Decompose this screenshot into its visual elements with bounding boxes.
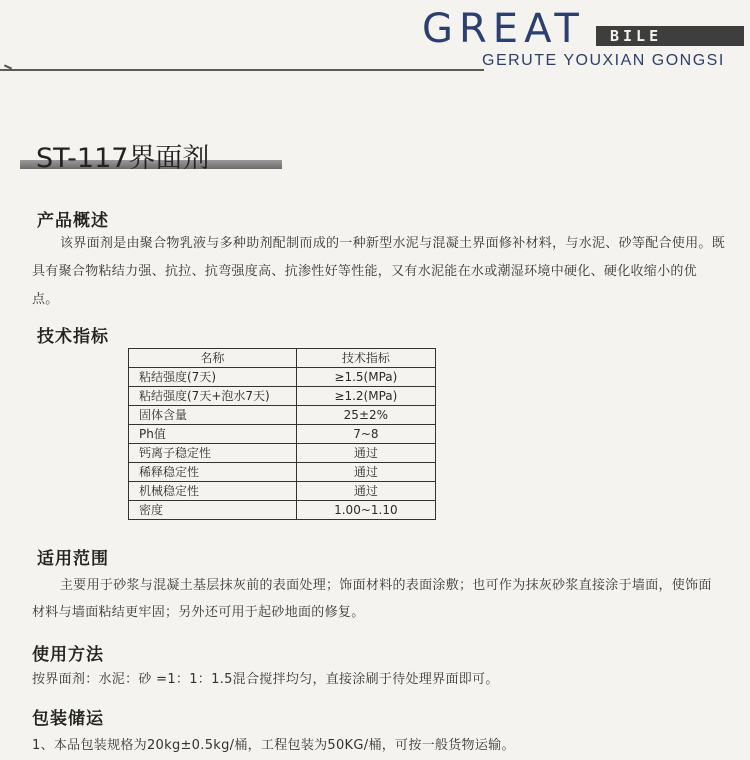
header-divider (0, 69, 484, 71)
overview-line-3: 点。 (32, 292, 59, 307)
overview-heading: 产品概述 (37, 211, 109, 231)
table-header-row (129, 349, 436, 368)
usage-heading: 使用方法 (32, 645, 104, 665)
product-title-block (20, 138, 282, 174)
overview-line-1: 该界面剂是由聚合物乳液与多种助剂配制而成的一种新型水泥与混凝土界面修补材料，与水泥、砂等配合使用。既 (60, 236, 726, 251)
scope-line-2: 材料与墙面粘结更牢固；另外还可用于起砂地面的修复。 (32, 605, 365, 620)
spec-name: 密度 (129, 501, 297, 520)
spec-name: 固体含量 (129, 406, 297, 425)
table-row (129, 444, 436, 463)
table-row (129, 482, 436, 501)
product-title: ST-117界面剂 (36, 143, 210, 174)
scope-heading: 适用范围 (37, 549, 109, 569)
spec-name: 机械稳定性 (129, 482, 297, 501)
spec-value: ≥1.2(MPa) (296, 387, 435, 406)
spec-value: 25±2% (296, 406, 435, 425)
spec-name: 钙离子稳定性 (129, 444, 297, 463)
spec-name: 粘结强度(7天+泡水7天) (129, 387, 297, 406)
spec-value: 1.00~1.10 (296, 501, 435, 520)
table-row (129, 501, 436, 520)
column-header-name: 名称 (129, 349, 297, 368)
overview-line-2: 具有聚合物粘结力强、抗拉、抗弯强度高、抗渗性好等性能，又有水泥能在水或潮湿环境中硬化、硬化收缩小的优 (32, 264, 698, 279)
spec-value: 7~8 (296, 425, 435, 444)
column-header-spec: 技术指标 (296, 349, 435, 368)
brand-logo-great: GREAT (422, 6, 585, 52)
brand-subtitle: GERUTE YOUXIAN GONGSI (482, 52, 725, 69)
usage-line-1: 按界面剂：水泥：砂 =1：1：1.5混合搅拌均匀，直接涂刷于待处理界面即可。 (32, 672, 499, 687)
page-header (0, 0, 750, 80)
spec-value: 通过 (296, 444, 435, 463)
packaging-line-1: 1、本品包装规格为20kg±0.5kg/桶，工程包装为50KG/桶，可按一般货物运输。 (32, 738, 515, 753)
spec-name: 粘结强度(7天) (129, 368, 297, 387)
packaging-heading: 包装储运 (32, 709, 104, 729)
spec-value: ≥1.5(MPa) (296, 368, 435, 387)
table-row (129, 368, 436, 387)
spec-name: 稀释稳定性 (129, 463, 297, 482)
spec-value: 通过 (296, 463, 435, 482)
table-row (129, 463, 436, 482)
scope-line-1: 主要用于砂浆与混凝土基层抹灰前的表面处理；饰面材料的表面涂敷；也可作为抹灰砂浆直接涂于墙面，使饰面 (60, 578, 712, 593)
table-row (129, 406, 436, 425)
table-row (129, 425, 436, 444)
specs-table (128, 348, 436, 520)
specs-heading: 技术指标 (37, 327, 109, 347)
spec-value: 通过 (296, 482, 435, 501)
table-row (129, 387, 436, 406)
brand-logo-tag: BILE (610, 27, 663, 45)
spec-name: Ph值 (129, 425, 297, 444)
